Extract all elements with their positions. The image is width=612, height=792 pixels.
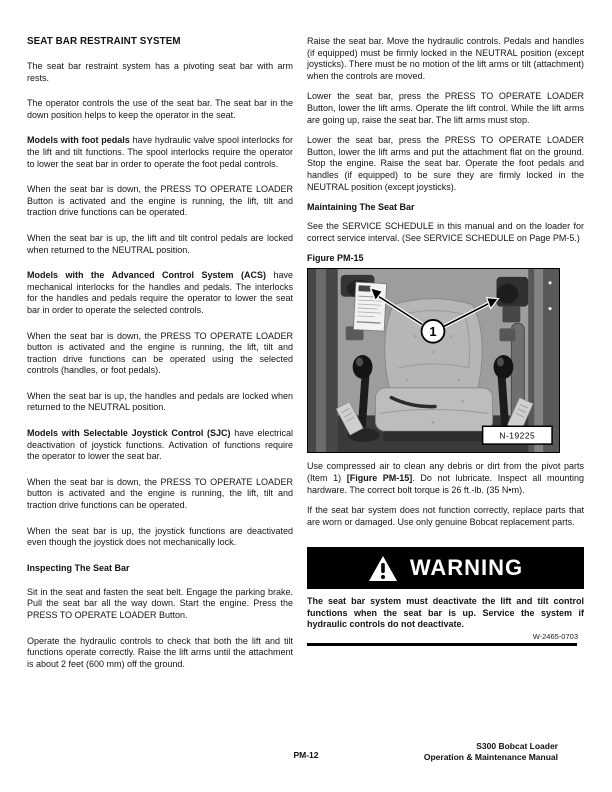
photo-id-plate (483, 427, 552, 445)
paragraph-text: When the seat bar is down, the PRESS TO OPERATE LOADER button is activated and the engine is running, the lift, tilt and traction drive functions can be operated. (27, 476, 293, 511)
figure-photo (307, 268, 560, 453)
photo-id: N-19225 (499, 430, 536, 441)
warning-title: WARNING (409, 555, 524, 581)
left-column (27, 36, 293, 684)
subheading-inspecting: Inspecting The Seat Bar (27, 562, 130, 573)
footer-page-number: PM-12 (293, 750, 319, 760)
figure-reference: [Figure PM-15] (346, 472, 413, 483)
paragraph (27, 477, 293, 512)
paragraph (307, 461, 584, 496)
paragraph (27, 233, 293, 256)
cab-seat-photo (308, 269, 559, 452)
paragraph-lead: Models with foot pedals (27, 135, 130, 146)
paragraph-text: When the seat bar is up, the joystick functions are deactivated even though the joystick does not mechanically lock. (27, 525, 293, 548)
paragraph-text: When the seat bar is up, the lift and tilt control pedals are locked when returned to the NEUTRAL position. (27, 232, 293, 255)
callout-number: 1 (429, 324, 437, 340)
paragraph (27, 391, 293, 414)
footer-manual-title (424, 741, 558, 763)
paragraph-text: When the seat bar is down, the PRESS TO OPERATE LOADER Button is activated and the engine is running, the lift, tilt and traction drive functions can be operated. (27, 184, 293, 218)
subheading-maintaining: Maintaining The Seat Bar (307, 202, 415, 213)
paragraph: Sit in the seat and fasten the seat belt. Engage the parking brake. Pull the seat bar all the way down. Start the engine. Press the PRESS TO OPERATE LOADER Button. (27, 586, 293, 620)
section-title: SEAT BAR RESTRAINT SYSTEM (27, 36, 181, 47)
callout-1 (422, 320, 445, 343)
paragraph: Lower the seat bar, press the PRESS TO OPERATE LOADER Button, lower the lift arms and put the attachment flat on the ground. Stop the engine. Raise the seat bar. Operate the foot pedals and handles (if equipped) to be sure they are firmly locked in the NEUTRAL position (except joysticks). (307, 135, 584, 192)
paragraph (27, 184, 293, 219)
paragraph-text: The operator controls the use of the seat bar. The seat bar in the down position helps to keep the operator in the seat. (27, 98, 293, 120)
paragraph: Operate the hydraulic controls to check that both the lift and tilt functions operate correctly. Raise the lift arms until the attachment is about 2 feet (600 mm) off the ground. (27, 635, 293, 669)
warning-triangle-icon (368, 555, 398, 582)
paragraph (27, 98, 293, 121)
paragraph-text: When the seat bar is up, the handles and pedals are locked when returned to the NEUTRAL position. (27, 390, 293, 413)
paragraph: Raise the seat bar. Move the hydraulic controls. Pedals and handles (if equipped) must be firmly locked in the NEUTRAL position (except joysticks). There must be no motion of the lift arms or tilt (attachment) when the controls are moved. (307, 36, 584, 81)
section-end-rule (307, 643, 577, 646)
paragraph (27, 526, 293, 549)
paragraph-text: Use compressed air to clean any debris or dirt from the pivot parts (Item 1) (307, 461, 584, 483)
footer-model: S300 Bobcat Loader (476, 741, 558, 751)
paragraph-text: have mechanical interlocks for the handles and pedals. The interlocks for the handles and pedals require the operator to lower the seat bar in order to operate the selected controls. (27, 270, 293, 315)
paragraph-text: When the seat bar is down, the PRESS TO OPERATE LOADER button is activated and the engine is running, the lift, tilt and traction drive functions can be operated using the selected controls (handles, or foot pedals). (27, 330, 293, 376)
paragraph-text: The seat bar restraint system has a pivoting seat bar with arm rests. (27, 61, 293, 83)
footer-manual-name: Operation & Maintenance Manual (423, 752, 558, 762)
paragraph (27, 331, 293, 377)
paragraph-lead: Models with Selectable Joystick Control (SJC) (27, 428, 231, 439)
paragraph (27, 428, 293, 463)
paragraph: See the SERVICE SCHEDULE in this manual and on the loader for correct service interval. (See SERVICE SCHEDULE on Page PM-5.) (307, 221, 584, 243)
paragraph-text: . Do not lubricate. Inspect all mounting hardware. The correct bolt torque is 26 ft.-lb. (35 N•m). (307, 472, 584, 495)
paragraph-text: have hydraulic valve spool interlocks for the lift and tilt functions. The spool interlocks require the operator to lower the seat bar in order to operate the foot pedal controls. (27, 135, 293, 169)
warning-text: The seat bar system must deactivate the lift and tilt control functions when the seat bar is up. Service the system if hydraulic controls do not deactivate. (307, 596, 584, 630)
figure-label: Figure PM-15 (307, 253, 364, 264)
paragraph (27, 61, 293, 84)
right-column (307, 36, 584, 646)
paragraph-lead: Models with the Advanced Control System (ACS) (27, 270, 266, 281)
paragraph: If the seat bar system does not function correctly, replace parts that are worn or damaged. Use only genuine Bobcat replacement parts. (307, 505, 584, 527)
warning-banner (307, 547, 584, 589)
paragraph: Lower the seat bar, press the PRESS TO OPERATE LOADER Button, lower the lift arms. Operate the lift control. While the lift arms are going up, raise the seat bar. The lift arms must stop. (307, 91, 584, 125)
paragraph-text: have electrical deactivation of joystick functions. Activation of functions require the operator to lower the seat bar. (27, 428, 293, 462)
paragraph (27, 135, 293, 170)
decal-sheet (353, 282, 386, 331)
warning-code: W-2465-0703 (532, 632, 578, 642)
seat-cushion (375, 388, 492, 432)
paragraph (27, 270, 293, 316)
